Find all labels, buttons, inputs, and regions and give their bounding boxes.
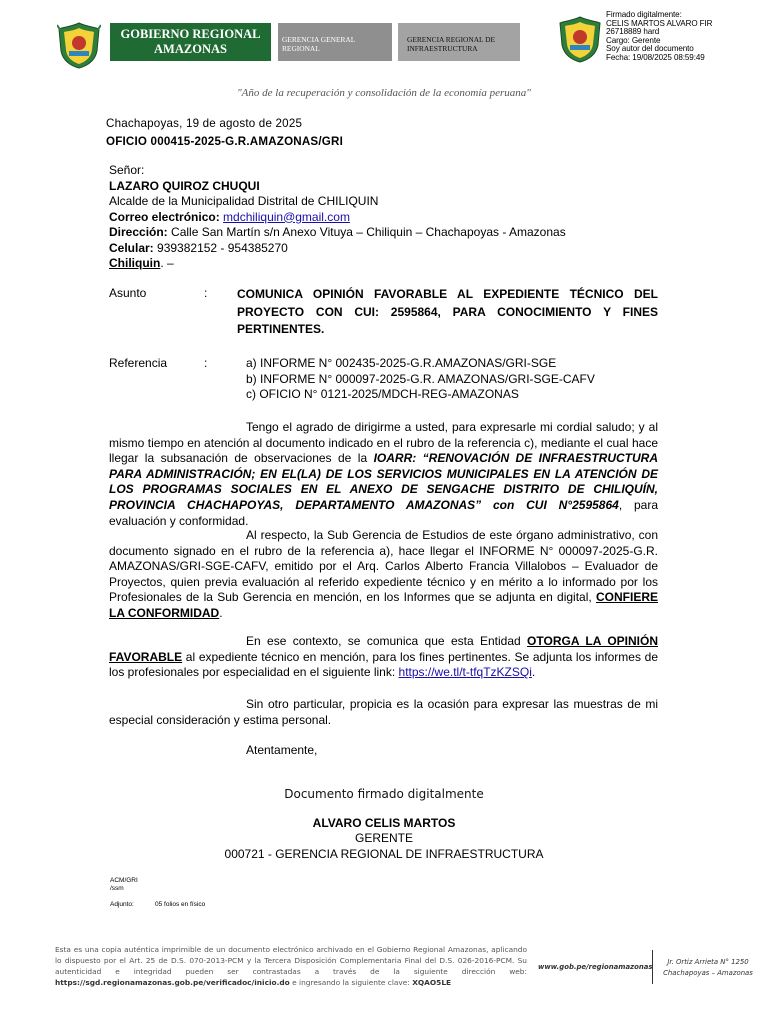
paragraph-closing: [109, 697, 658, 728]
p2-text-c: .: [219, 605, 223, 620]
recipient-name: LAZARO QUIROZ CHUQUI: [109, 178, 260, 193]
p1-ioarr: IOARR:: [373, 451, 417, 466]
phone-value: 939382152 - 954385270: [157, 240, 288, 255]
reference-colon: :: [204, 356, 208, 370]
signer-name: ALVARO CELIS MARTOS: [312, 816, 456, 830]
paragraph-opinion: [109, 634, 658, 681]
sig-line: Soy autor del documento: [606, 44, 694, 53]
footer-address-line1: Jr. Ortiz Arrieta N° 1250: [667, 958, 749, 966]
paragraph-evaluation: [109, 528, 658, 622]
salutation: Señor:: [109, 163, 145, 177]
subject-text: COMUNICA OPINIÓN FAVORABLE AL EXPEDIENTE TÉCNICO DEL PROYECTO CON CUI: 2595864, PARA CONOCIMIENTO Y FINES PERTINENTES.: [237, 287, 658, 336]
closing-salutation: Atentamente,: [246, 743, 318, 757]
reference-list: [246, 356, 595, 403]
p1-project-title: “RENOVACIÓN DE INFRAESTRUCTURA PARA ADMINISTRACIÓN; EN EL(LA) DE LOS SERVICIOS MUNICIPALES EN LA ATENCIÓN DE LOS PROGRAMAS SOCIALES EN EL ANEXO DE SENGACHE DISTRITO DE CHILIQUÍN, PROVINCIA CHACHAPOYAS, DEPARTAMENTO AMAZONAS” con CUI N°2595864: [109, 451, 658, 512]
sig-line: CELIS MARTOS ALVARO FIR: [606, 18, 713, 28]
reference-item: c) OFICIO N° 0121-2025/MDCH-REG-AMAZONAS: [246, 387, 519, 401]
dept1-line1: GERENCIA GENERAL: [282, 35, 356, 44]
dept-general-banner: [278, 23, 392, 61]
reference-label: Referencia: [109, 356, 168, 370]
address-row: [109, 225, 669, 241]
signer-role: GERENTE: [354, 831, 413, 845]
footer-address-line2: Chachapoyas – Amazonas: [663, 969, 753, 977]
p3-favorable: OTORGA LA OPINIÓN FAVORABLE: [109, 634, 658, 664]
dept-infra-banner: [398, 23, 520, 61]
digital-signature-note: Documento firmado digitalmente: [284, 787, 484, 801]
org-name-line1: GOBIERNO REGIONAL: [120, 27, 261, 41]
signer-unit: 000721 - GERENCIA REGIONAL DE INFRAESTRUCTURA: [224, 847, 544, 861]
initials-1: ACM/GRI: [110, 877, 138, 884]
regional-seal-icon: [57, 21, 101, 69]
p3-text-d: .: [531, 665, 536, 680]
address-value: Calle San Martín s/n Anexo Vituya – Chiliquin – Chachapoyas - Amazonas: [171, 225, 566, 239]
sig-line: Cargo: Gerente: [606, 35, 661, 45]
letter-number: OFICIO 000415-2025-G.R.AMAZONAS/GRI: [106, 135, 344, 148]
reference-item: b) INFORME N° 000097-2025-G.R. AMAZONAS/GRI-SGE-CAFV: [246, 371, 595, 386]
org-name-line2: AMAZONAS: [154, 42, 227, 56]
paragraph-intro: [109, 420, 658, 529]
digital-signature-stamp: [606, 11, 766, 62]
phone-row: [109, 241, 669, 257]
footer-authenticity-note: [55, 944, 527, 988]
footer-divider: [652, 950, 653, 984]
p2-text-a: Al respecto, la Sub Gerencia de Estudios de este órgano administrativo, con documento signado en el rubro de la referencia a), hace llegar el INFORME N° 000097-2025-G.R. AMAZONAS/GRI-SGE-CAFV, emitido por el Arq. Carlos Alberto Francia Villalobos – Evaluador de Proyectos, quien previa evaluación al referido expediente técnico y en mérito a lo informado por los Profesionales de la Sub Gerencia en mención, en los Informes que se adjunta en digital,: [109, 528, 658, 605]
dept2-line2: INFRAESTRUCTURA: [407, 44, 478, 53]
sig-line: Firmado digitalmente:: [606, 10, 682, 19]
org-name-banner: [110, 23, 271, 61]
subject-colon: :: [204, 286, 208, 300]
city-row: [109, 256, 669, 272]
email-row: [109, 210, 669, 226]
attachment-label: Adjunto:: [110, 901, 134, 908]
letter-date: Chachapoyas, 19 de agosto de 2025: [106, 117, 303, 130]
p3-text-a: En ese contexto, se comunica que esta Entidad: [246, 634, 528, 648]
verify-key: XQAO5LE: [412, 978, 452, 988]
dept1-line2: REGIONAL: [282, 44, 320, 53]
p1-text-d: , para evaluación y conformidad.: [109, 497, 658, 528]
recipient-block: [109, 163, 669, 272]
sig-line: Fecha: 19/08/2025 08:59:49: [606, 52, 705, 62]
year-motto: "Año de la recuperación y consolidación de la economía peruana": [237, 87, 531, 99]
dept2-line1: GERENCIA REGIONAL DE: [407, 35, 495, 44]
wetransfer-link[interactable]: https://we.tl/t-tfqTzKZSQi: [398, 665, 532, 680]
p1-text-a: Tengo el agrado de dirigirme a usted, para expresarle mi cordial saludo; y al mismo tiempo en atención al documento indicado en el rubro de la referencia c), mediante el cual hace llegar la subsanación de observaciones de la: [109, 420, 658, 466]
attachment-value: 05 folios en físico: [155, 901, 206, 908]
footer-text-a: Esta es una copia auténtica imprimible de un documento electrónico archivado en el Gobierno Regional Amazonas, aplicando lo dispuesto por el Art. 25 de D.S. 070-2013-PCM y la Tercera Disposición Complementaria Final del D.S. 026-2016-PCM. Su autenticidad e integridad pueden ser contrastadas a través de la siguiente dirección web:: [55, 945, 527, 977]
p3-text-c: al expediente técnico en mención, para los fines pertinentes. Se adjunta los informes de los profesionales por especialidad en el siguiente link:: [109, 649, 658, 680]
verify-url[interactable]: https://sgd.regionamazonas.gob.pe/verificadoc/inicio.do: [55, 978, 290, 988]
email-label: Correo electrónico:: [109, 209, 220, 224]
subject-label: Asunto: [109, 286, 147, 300]
signature-seal-icon: [558, 15, 602, 63]
city-suffix: . –: [160, 256, 174, 270]
p4-text: Sin otro particular, propicia es la ocasión para expresar las muestras de mi especial consideración y estima personal.: [109, 697, 658, 727]
phone-label: Celular:: [109, 240, 154, 255]
p2-conformity: CONFIERE LA CONFORMIDAD: [109, 590, 658, 620]
footer-address: [658, 957, 758, 979]
footer-website[interactable]: www.gob.pe/regionamazonas: [538, 963, 653, 971]
sig-line: 26718889 hard: [606, 27, 660, 36]
recipient-title: Alcalde de la Municipalidad Distrital de CHILIQUIN: [109, 194, 379, 208]
email-link[interactable]: mdchiliquin@gmail.com: [223, 209, 350, 224]
reference-item: a) INFORME N° 002435-2025-G.R.AMAZONAS/GRI-SGE: [246, 356, 557, 370]
address-label: Dirección:: [109, 225, 168, 239]
city-name: Chiliquin: [109, 256, 161, 270]
initials-2: /ssm: [110, 885, 124, 892]
footer-text-b: e ingresando la siguiente clave:: [289, 978, 413, 988]
